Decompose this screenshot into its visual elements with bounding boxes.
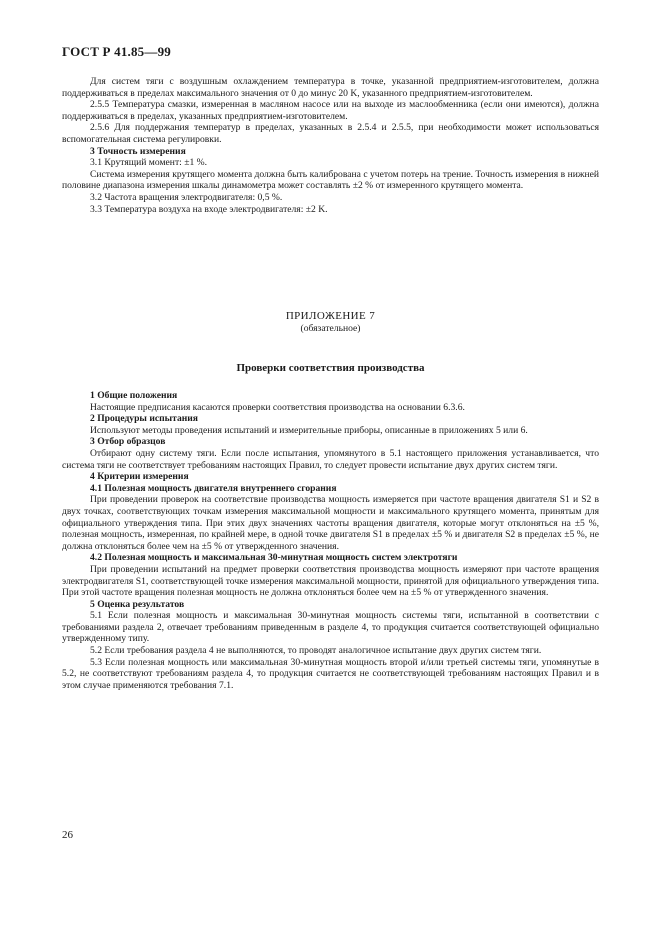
section-heading: 5 Оценка результатов [90,598,185,610]
section-heading: 3 Точность измерения [90,145,186,157]
paragraph: Отбирают одну систему тяги. Если после испытания, упомянутого в 5.1 настоящего приложения устанавливается, что система тяги не соответствует требованиям настоящих Правил, то следует провести испытание двух других систем тяги. [62,447,599,471]
paragraph: Используют методы проведения испытаний и измерительные приборы, описанные в приложениях 5 или 6. [90,424,528,436]
paragraph: Система измерения крутящего момента должна быть калибрована с учетом потерь на трение. Точность измерения в нижней половине диапазона измерения шкалы динамометра может составлять ±2 % от измеренного крутящего момента. [62,168,599,192]
paragraph: 5.2 Если требования раздела 4 не выполняются, то проводят аналогичное испытание двух других систем тяги. [90,645,542,657]
paragraph: 5.1 Если полезная мощность и максимальная 30-минутная мощность системы тяги, испытанной в соответствии с требованиями раздела 2, отвечает требованиям приведенным в разделе 4, то продукция считается соответствующей официально утвержденному типу. [62,610,599,645]
page-number: 26 [62,829,73,841]
paragraph: 5.3 Если полезная мощность или максимальная 30-минутная мощность второй и/или третьей системы тяги, упомянутые в 5.2, не соответствуют требованиям раздела 4, то продукция считается не соответствующей требованиям настоящих Правил и в этом случае применяются требования 7.1. [62,656,599,691]
document-header: ГОСТ Р 41.85—99 [62,44,171,59]
section-heading: 2 Процедуры испытания [90,413,198,425]
section-heading: 3 Отбор образцов [90,436,166,448]
paragraph: 3.3 Температура воздуха на входе электродвигателя: ±2 K. [90,203,328,215]
text-block-top [62,76,599,215]
paragraph: При проведении испытаний на предмет проверки соответствия производства мощность измеряют при частоте вращения электродвигателя S1, соответствующей точке измерения максимальной мощности, принятой для официального утверждения типа. При этой частоте вращения полезная мощность не должна отклоняться более чем на ±5 % от утвержденного значения. [62,563,599,599]
text-block-bottom [62,390,599,691]
section-heading: 4.1 Полезная мощность двигателя внутреннего сгорания [90,482,337,494]
paragraph: Для систем тяги с воздушным охлаждением температура в точке, указанной предприятием-изготовителем, должна поддерживаться в пределах максимального значения от 0 до минус 20 K, указанного предприятием-изготовителем. [62,76,599,99]
paragraph: 3.2 Частота вращения электродвигателя: 0,5 %. [90,191,283,203]
appendix-title: ПРИЛОЖЕНИЕ 7 [285,310,376,322]
paragraph: При проведении проверок на соответствие производства мощность измеряется при частоте вращения двигателя S1 и S2 в двух точках, соответствующих точкам измерения максимальной мощности и максимального крутящего момента, принятым для официального утверждения типа. При этих двух значениях частоты вращения двигателя, которые могут отклоняться на ±5 %, полезная мощность, измеренная, по крайней мере, в одной точке двигателя S1 в пределах ±5 % и двигателя S2 в пределах ±5 %, не должна отклоняться более чем на ±5 % от утвержденного значения. [62,494,599,552]
paragraph: Настоящие предписания касаются проверки соответствия производства на основании 6.3.6. [90,401,465,413]
section-title: Проверки соответствия производства [236,362,425,374]
paragraph: 3.1 Крутящий момент: ±1 %. [90,157,208,169]
section-heading: 4 Критерии измерения [90,471,189,483]
appendix-subtitle: (обязательное) [300,323,361,334]
paragraph: 2.5.6 Для поддержания температур в пределах, указанных в 2.5.4 и 2.5.5, при необходимости может использоваться вспомогательная система регулировки. [62,122,599,145]
paragraph: 2.5.5 Температура смазки, измеренная в масляном насосе или на выходе из маслообменника (если они имеются), должна поддерживаться в пределах, указанных предприятием-изготовителем. [62,99,599,122]
section-heading: 1 Общие положения [90,390,178,401]
section-heading: 4.2 Полезная мощность и максимальная 30-минутная мощность систем электротяги [90,552,458,564]
